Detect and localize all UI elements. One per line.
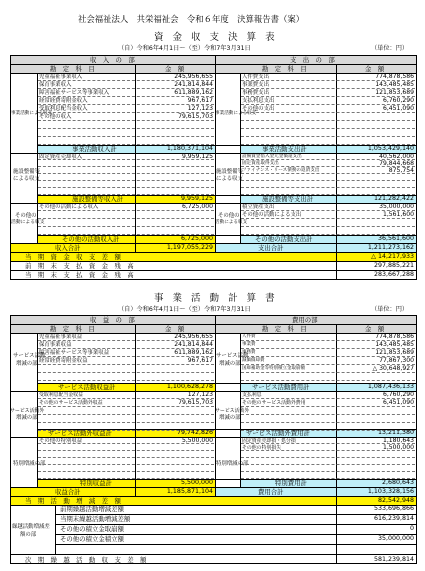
s2-group-carry-2: 額の部 bbox=[20, 532, 37, 538]
line-item-label: 児童福祉事業収益 bbox=[39, 333, 83, 340]
line-item-amount: 774,878,586 bbox=[375, 73, 414, 80]
line-item-label: 保育事業収入 bbox=[39, 81, 72, 88]
s2-group-nonservice: サービス活動外 bbox=[10, 408, 45, 414]
s2-total-in-label: 収益合計 bbox=[55, 488, 81, 496]
s2-t1-in-label: サービス活動収益計 bbox=[58, 383, 116, 391]
s2-group-nonservice-r: サービス活動外 bbox=[215, 408, 250, 414]
line-item-label: その他のサービス活動外費用 bbox=[242, 399, 306, 406]
line-item-label: 設備資金借入金元金償還支出 bbox=[242, 153, 302, 159]
s2-group-nonservice-2: 増減の部 bbox=[16, 415, 38, 421]
s1-group-other-2: 活動による収支 bbox=[11, 220, 45, 225]
s1-t1-ex-label: 事業活動支出計 bbox=[262, 145, 307, 153]
line-item-amount: 6,451,090 bbox=[382, 399, 414, 406]
line-item-amount: 611,889,162 bbox=[174, 349, 213, 356]
line-item-amount: 774,878,586 bbox=[375, 333, 414, 340]
line-item-amount: 127,123 bbox=[187, 391, 213, 398]
s1-t1-ex-value: 1,053,429,140 bbox=[367, 145, 414, 152]
line-item-label: ファイナンス・リース債務の返済支出 bbox=[242, 167, 320, 173]
s2-expense-head: 費用の部 bbox=[292, 316, 318, 324]
line-item-amount: 245,956,655 bbox=[174, 73, 213, 80]
line-item-label: 固定資産売却損・処分損 bbox=[242, 437, 296, 444]
s1-col-amount-l: 金 額 bbox=[165, 65, 185, 73]
line-item-amount: 6,760,290 bbox=[382, 391, 414, 398]
line-item-amount: 35,000,000 bbox=[379, 203, 414, 210]
s2-group-service: サービス活動 bbox=[13, 353, 46, 359]
s2-t1-ex-value: 1,087,436,133 bbox=[367, 383, 414, 390]
s2-col-amount-r: 金 額 bbox=[365, 325, 385, 333]
line-item-amount: 875,754 bbox=[388, 167, 414, 174]
line-item-label: 固定資産取得支出 bbox=[242, 160, 279, 166]
line-item-label: 事業費 bbox=[242, 341, 256, 347]
s1-group-facility-2: による収支 bbox=[13, 176, 40, 182]
carry-amount: 581,239,814 bbox=[373, 556, 414, 563]
line-item-amount: 79,615,703 bbox=[178, 113, 213, 120]
s2-t2-in-value: 79,742,826 bbox=[176, 429, 213, 436]
line-item-label: その他の支出 bbox=[242, 105, 275, 112]
line-item-label: 国庫補助金等特別積立金取崩額 bbox=[242, 365, 305, 371]
line-item-label: 事業費支出 bbox=[242, 81, 269, 88]
s1-group-other-r2: 活動による収支 bbox=[215, 220, 248, 225]
line-item-label: 受取利息配当金収入 bbox=[39, 105, 88, 112]
page-title: 社会福祉法人 共栄福祉会 令和６年度 決算報告書（案） bbox=[78, 14, 305, 24]
s2-period: （自）令和6年4月1日～（至）令和7年3月31日 bbox=[118, 306, 251, 313]
s2-t2-ex-value: 13,211,380 bbox=[377, 429, 414, 436]
s1-total-ex-value: 1,211,273,162 bbox=[367, 244, 414, 251]
line-item-label: 減価償却費 bbox=[242, 357, 265, 363]
s2-group-special-r: 特別増減の部 bbox=[216, 461, 249, 467]
carry-amount: 0 bbox=[409, 525, 414, 532]
s2-t2-in-label: サービス活動外収益計 bbox=[48, 429, 112, 437]
s2-total-ex-value: 1,103,328,156 bbox=[367, 488, 414, 495]
line-item-label: その他の特別収益 bbox=[39, 437, 83, 444]
line-item-label: その他の収入 bbox=[39, 113, 72, 120]
s1-t3-ex-label: その他の活動支出計 bbox=[255, 235, 313, 243]
s1-end-label: 当 期 末 支 払 資 金 残 高 bbox=[25, 271, 134, 279]
line-item-amount: 241,814,844 bbox=[174, 341, 213, 348]
line-item-amount: 5,500,000 bbox=[181, 437, 213, 444]
line-item-label: その他の特別損失 bbox=[242, 444, 282, 451]
s2-income-head: 収 益 の 部 bbox=[90, 316, 135, 324]
s1-t2-ex-label: 施設整備等支出計 bbox=[262, 195, 314, 203]
line-item-amount: 79,844,668 bbox=[379, 160, 414, 167]
line-item-amount: 967,617 bbox=[187, 357, 213, 364]
s1-t3-in-label: その他の活動収入計 bbox=[62, 235, 120, 243]
s1-t2-in-label: 施設整備等収入計 bbox=[72, 195, 124, 203]
carry-label: 前期繰越活動増減差額 bbox=[60, 505, 124, 513]
s2-t3-ex-value: 2,680,643 bbox=[381, 479, 414, 486]
s1-diff-value: △ 14,217,933 bbox=[371, 253, 414, 260]
s1-group-facility: 施設整備等 bbox=[13, 169, 40, 175]
s1-t2-in-value: 9,959,125 bbox=[180, 195, 213, 202]
s1-t3-in-value: 6,725,000 bbox=[180, 235, 213, 242]
s2-diff-value: 82,542,948 bbox=[377, 497, 414, 504]
line-item-label: 積立資産支出 bbox=[242, 203, 275, 210]
line-item-label: その他の活動による収入 bbox=[39, 203, 99, 210]
s1-col-item-r: 勘 定 科 目 bbox=[262, 65, 307, 73]
s1-t3-ex-value: 36,561,600 bbox=[377, 235, 414, 242]
s2-t3-ex-label: 特別費用計 bbox=[275, 479, 307, 487]
s1-total-in-value: 1,197,055,229 bbox=[166, 244, 213, 251]
s2-title: 事 業 活 動 計 算 書 bbox=[154, 293, 278, 304]
s2-col-item-l: 勘 定 科 目 bbox=[50, 325, 95, 333]
line-item-amount: 9,959,125 bbox=[181, 153, 213, 160]
line-item-amount: 1,561,600 bbox=[382, 211, 414, 218]
line-item-amount: 1,500,000 bbox=[382, 444, 414, 451]
line-item-label: 支払利息 bbox=[242, 391, 262, 398]
line-item-amount: 77,867,300 bbox=[379, 357, 414, 364]
line-item-label: 人件費支出 bbox=[242, 73, 269, 80]
line-item-label: 障害福祉サービス等事業収益 bbox=[39, 349, 110, 356]
s1-period: （自）令和6年4月1日～（至）令和7年3月31日 bbox=[118, 45, 251, 52]
s1-diff-label: 当 期 資 金 収 支 差 額 bbox=[25, 253, 121, 261]
line-item-amount: 127,123 bbox=[187, 105, 213, 112]
s1-col-item-l: 勘 定 科 目 bbox=[50, 65, 95, 73]
s2-group-special: 特別増減の部 bbox=[13, 461, 46, 467]
s2-diff-label: 当 期 活 動 増 減 差 額 bbox=[25, 497, 121, 505]
line-item-label: 保育事業収益 bbox=[39, 341, 72, 348]
carry-amount: 35,000,000 bbox=[377, 535, 414, 542]
line-item-amount: 241,814,844 bbox=[174, 81, 213, 88]
s1-col-amount-r: 金 額 bbox=[365, 65, 385, 73]
s2-total-ex-label: 費用合計 bbox=[258, 488, 284, 496]
s2-t3-in-value: 5,500,000 bbox=[180, 479, 213, 486]
s2-group-service-2: 増減の部 bbox=[16, 361, 38, 367]
s1-t1-in-value: 1,180,371,104 bbox=[166, 145, 213, 152]
s2-t3-in-label: 特別収益計 bbox=[80, 479, 112, 487]
s2-t1-ex-label: サービス活動費用計 bbox=[252, 383, 310, 391]
line-item-label: 障害福祉サービス等事業収入 bbox=[39, 89, 110, 96]
s1-group-facility-r: 施設整備等 bbox=[216, 169, 243, 175]
line-item-label: 児童福祉事業収入 bbox=[39, 73, 83, 80]
s2-total-in-value: 1,185,871,104 bbox=[166, 488, 213, 495]
carry-label: その他の積立金取崩額 bbox=[60, 525, 124, 533]
line-item-label: 固定資産売却収入 bbox=[39, 153, 83, 160]
carry-amount: 616,239,814 bbox=[373, 515, 414, 522]
s1-group-other: その他の bbox=[15, 213, 37, 219]
line-item-label: その他の活動による支出 bbox=[242, 211, 302, 218]
line-item-label: 経常経費寄附金収入 bbox=[39, 97, 88, 104]
line-item-amount: 143,485,485 bbox=[375, 341, 414, 348]
carry-label: 次 期 繰 越 活 動 収 支 差 額 bbox=[25, 556, 147, 564]
carry-label: その他の積立金積立額 bbox=[60, 535, 124, 543]
line-item-label: 人件費 bbox=[242, 333, 256, 339]
line-item-amount: 121,853,689 bbox=[375, 349, 414, 356]
line-item-amount: 6,451,090 bbox=[382, 105, 414, 112]
carry-label: 当期末繰越活動増減差額 bbox=[60, 515, 131, 523]
line-item-label: その他のサービス活動外収益 bbox=[39, 399, 103, 406]
line-item-amount: 6,760,290 bbox=[382, 97, 414, 104]
line-item-amount: 6,725,000 bbox=[181, 203, 213, 210]
s1-unit: （単位：円） bbox=[371, 45, 409, 52]
line-item-label: 事務費 bbox=[242, 349, 256, 355]
s2-unit: （単位：円） bbox=[371, 306, 409, 313]
s2-col-amount-l: 金 額 bbox=[165, 325, 185, 333]
s1-total-in-label: 収入合計 bbox=[55, 244, 81, 252]
s1-t2-ex-value: 121,282,422 bbox=[373, 195, 414, 202]
line-item-label: 支払利息支出 bbox=[242, 97, 275, 104]
s1-group-other-r: その他の bbox=[218, 213, 240, 219]
s2-group-carry: 繰越活動増減差 bbox=[12, 524, 50, 530]
s1-prev-label: 前 期 末 支 払 資 金 残 高 bbox=[25, 262, 134, 270]
s2-group-service-r2: 増減の部 bbox=[219, 361, 241, 367]
s1-prev-value: 297,885,221 bbox=[373, 262, 414, 269]
s2-group-service-r: サービス活動 bbox=[216, 353, 249, 359]
s2-group-nonservice-r2: 増減の部 bbox=[219, 415, 241, 421]
line-item-amount: 967,617 bbox=[187, 97, 213, 104]
line-item-label: 受取利息配当金収益 bbox=[39, 391, 84, 398]
line-item-label: 経常経費寄附金収益 bbox=[39, 357, 88, 364]
s1-group-operating-r: 事業活動による収支 bbox=[215, 111, 257, 116]
line-item-amount: 79,615,703 bbox=[178, 399, 213, 406]
line-item-amount: 143,485,485 bbox=[375, 81, 414, 88]
line-item-amount: △ 30,648,927 bbox=[372, 365, 414, 372]
line-item-label: 事務費支出 bbox=[242, 89, 269, 96]
s1-expense-head: 支 出 の 部 bbox=[290, 56, 335, 64]
s2-t1-in-value: 1,100,628,278 bbox=[166, 383, 213, 390]
line-item-amount: 611,889,162 bbox=[174, 89, 213, 96]
s1-title: 資 金 収 支 決 算 表 bbox=[154, 32, 278, 43]
line-item-amount: 1,180,643 bbox=[382, 437, 414, 444]
s1-income-head: 収 入 の 部 bbox=[90, 56, 135, 64]
carry-amount: 533,696,866 bbox=[373, 505, 414, 512]
line-item-amount: 121,853,689 bbox=[375, 89, 414, 96]
s1-end-value: 283,667,288 bbox=[373, 271, 414, 278]
line-item-amount: 40,562,000 bbox=[379, 153, 414, 160]
s1-total-ex-label: 支出合計 bbox=[258, 244, 284, 252]
s2-t2-ex-label: サービス活動外費用計 bbox=[246, 429, 310, 437]
s1-t1-in-label: 事業活動収入計 bbox=[72, 145, 117, 153]
s2-col-item-r: 勘 定 科 目 bbox=[262, 325, 307, 333]
s1-group-operating: 事業活動による収支 bbox=[11, 111, 53, 116]
line-item-amount: 245,956,655 bbox=[174, 333, 213, 340]
s1-group-facility-r2: による収支 bbox=[216, 176, 243, 182]
